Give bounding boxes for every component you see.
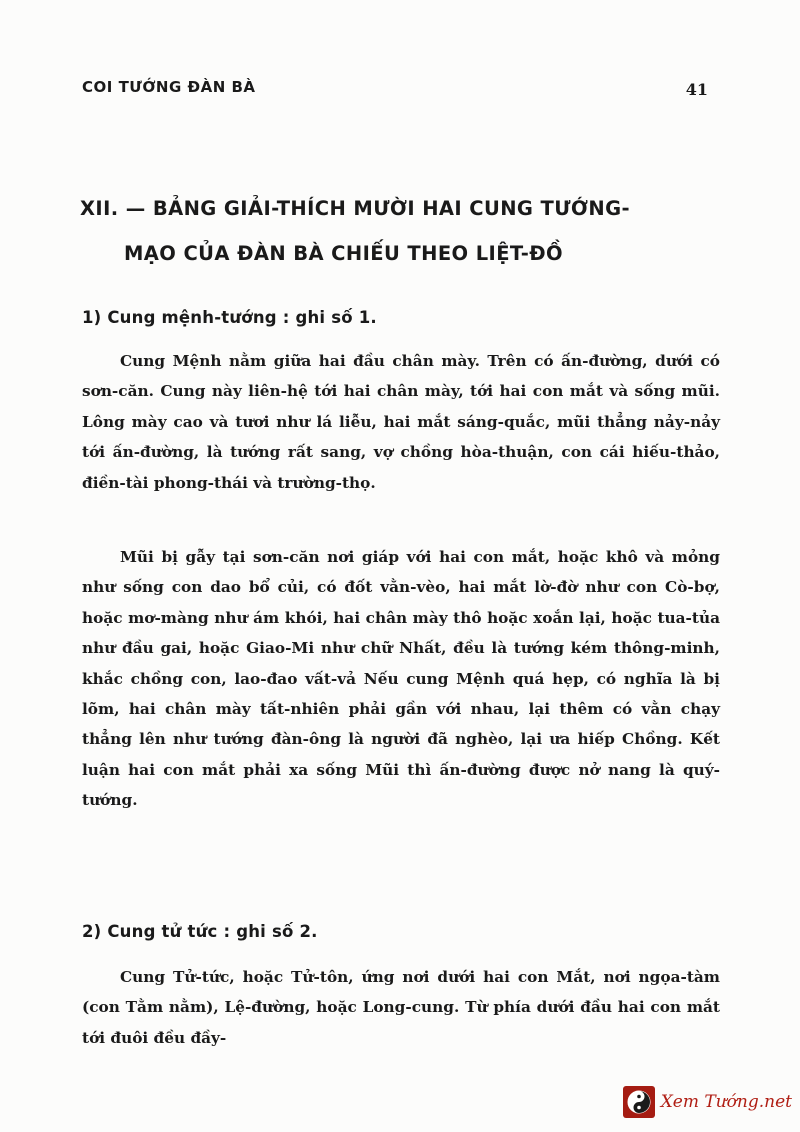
section-1-paragraph-1: Cung Mệnh nằm giữa hai đầu chân mày. Trên có ấn-đường, dưới có sơn-căn. Cung này liên-hệ tới hai chân mày, tới hai con mắt và sống mũi. Lông mày cao và tươi như lá liễu, hai mắt sáng-quắc, mũi thẳng nảy-nảy tới ấn-đường, là tướng rất sang, vợ chồng hòa-thuận, con cái hiếu-thảo, điền-tài phong-thái và trường-thọ. xyxy=(82,352,720,492)
page-number: 41 xyxy=(685,80,708,99)
section-heading-2: 2) Cung tử tức : ghi số 2. xyxy=(82,922,318,941)
section-heading-1: 1) Cung mệnh-tướng : ghi số 1. xyxy=(82,308,377,327)
watermark-logo xyxy=(623,1086,792,1118)
yin-yang-icon xyxy=(623,1086,655,1118)
running-title: COI TƯỚNG ĐÀN BÀ xyxy=(82,78,256,96)
chapter-title-line-1: XII. — BẢNG GIẢI-THÍCH MƯỜI HAI CUNG TƯỚNG- xyxy=(80,197,630,220)
chapter-title-line-2: MẠO CỦA ĐÀN BÀ CHIẾU THEO LIỆT-ĐỒ xyxy=(124,242,563,265)
watermark-text: Xem Tướng.net xyxy=(660,1092,792,1112)
chapter-title xyxy=(80,186,730,276)
section-1-paragraph-2: Mũi bị gẫy tại sơn-căn nơi giáp với hai con mắt, hoặc khô và mỏng như sống con dao bổ củi, có đốt vằn-vèo, hai mắt lờ-đờ như con Cò-bợ, hoặc mơ-màng như ám khói, hai chân mày thô hoặc xoắn lại, hoặc tua-tủa như đầu gai, hoặc Giao-Mi như chữ Nhất, đều là tướng kém thông-minh, khắc chồng con, lao-đao vất-vả Nếu cung Mệnh quá hẹp, có nghĩa là bị lõm, hai chân mày tất-nhiên phải gần với nhau, lại thêm có vằn chạy thẳng lên như tướng đàn-ông là người đã nghèo, lại ưa hiếp Chồng. Kết luận hai con mắt phải xa sống Mũi thì ấn-đường được nở nang là quý-tướng. xyxy=(82,548,720,810)
section-2-paragraph-1: Cung Tử-tức, hoặc Tử-tôn, ứng nơi dưới hai con Mắt, nơi ngọa-tàm (con Tằm nằm), Lệ-đường, hoặc Long-cung. Từ phía dưới đầu hai con mắt tới đuôi đều đầy- xyxy=(82,968,720,1047)
